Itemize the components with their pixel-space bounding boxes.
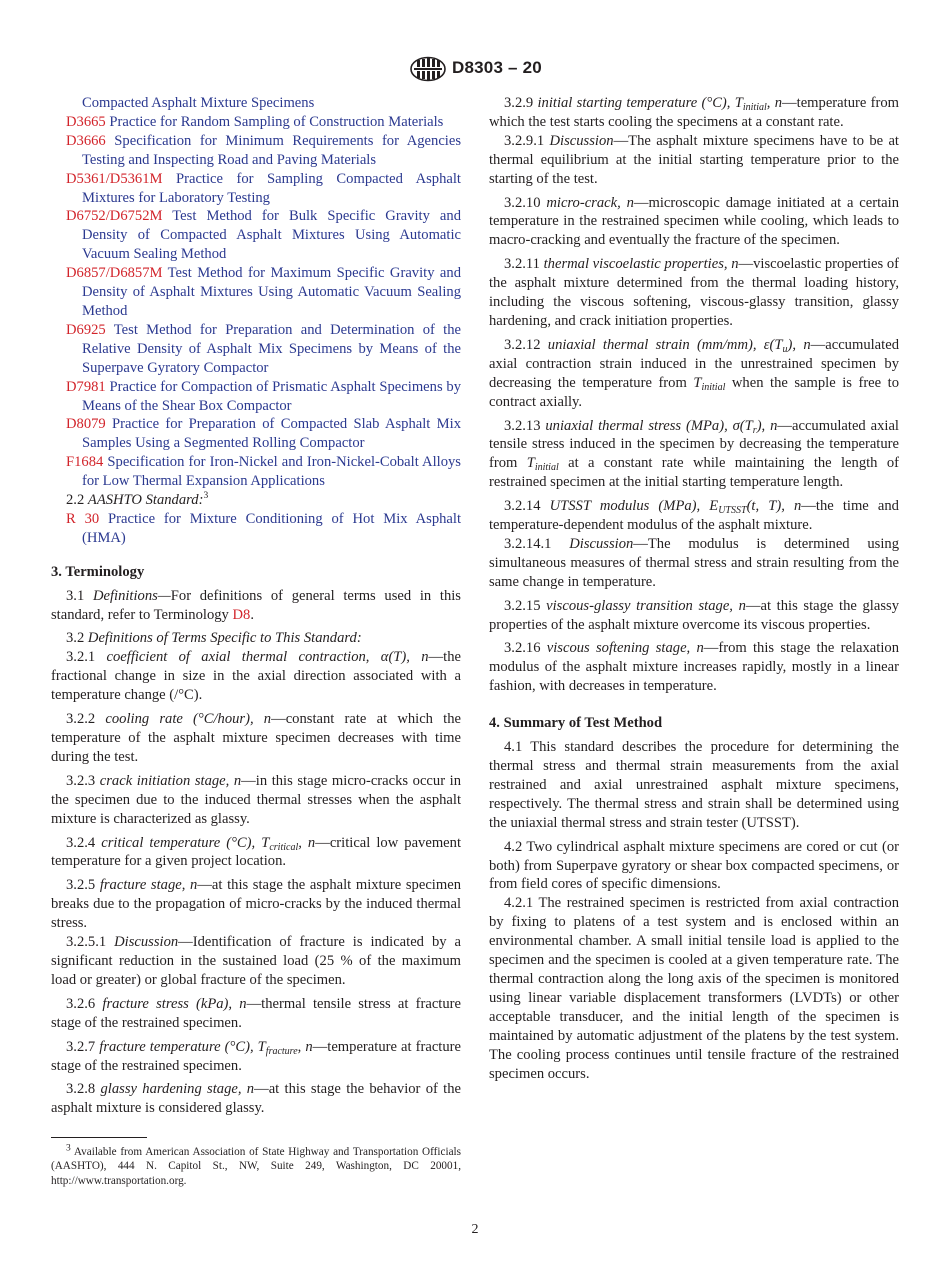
reference-continuation: Compacted Asphalt Mixture Specimens — [82, 95, 315, 111]
paragraph-3-2-9-1: 3.2.9.1 Discussion—The asphalt mixture specimens have to be at thermal equilibrium at the initial starting temperature prior to the starting of the test. — [489, 132, 899, 187]
reference-code[interactable]: D6925 — [66, 321, 106, 338]
reference-title[interactable]: Specification for Iron-Nickel and Iron-Nickel-Cobalt Alloys for Low Thermal Expansion Applications — [82, 454, 461, 490]
section-heading-summary: 4. Summary of Test Method — [489, 715, 663, 732]
aashto-heading: 2.2 AASHTO Standard:$^3$ — [66, 491, 209, 509]
paragraph-3-2-15: 3.2.15 viscous-glassy transition stage, n—at this stage the glassy properties of the asphalt mixture overcome its viscous properties. — [489, 597, 899, 633]
reference-title[interactable]: Practice for Compaction of Prismatic Asphalt Specimens by Means of the Shear Box Compactor — [82, 378, 461, 414]
paragraph-3-2-6: 3.2.6 fracture stress (kPa), n—thermal tensile stress at fracture stage of the restrained specimen. — [51, 995, 461, 1031]
reference-d3665 — [51, 113, 461, 132]
reference-d3666 — [51, 132, 461, 170]
reference-title[interactable]: Test Method for Preparation and Determination of the Relative Density of Asphalt Mix Specimens by Means of the Superpave Gyratory Compactor — [82, 321, 461, 376]
standard-designation: D8303 – 20 — [452, 58, 542, 77]
paragraph-3-2-12: 3.2.12 uniaxial thermal strain (mm/mm), $\varepsilon(T_u)$, n—accumulated axial contraction strain induced in the unrestrained specimen by decreasing the temperature from $T_{initial}$ when the sample is free to contract axially. — [489, 336, 899, 410]
reference-code[interactable]: D8079 — [66, 416, 106, 433]
footnote: $^3$ Available from American Association of State Highway and Transportation Officials (AASHTO), 444 N. Capitol St., NW, Suite 249, Washington, DC 20001, http://www.transportation.org. — [51, 1143, 461, 1187]
reference-r30 — [51, 510, 461, 548]
paragraph-4-2: 4.2 Two cylindrical asphalt mixture specimens are cored or cut (or both) from Superpave gyratory or shear box compacted specimens, or from field cores of specific dimensions. — [489, 838, 899, 893]
footnote-marker[interactable]: 3 — [203, 491, 209, 502]
reference-f1684 — [51, 453, 461, 491]
reference-title[interactable]: Practice for Random Sampling of Construction Materials — [109, 113, 444, 130]
reference-title[interactable]: Test Method for Bulk Specific Gravity and Density of Compacted Asphalt Mixtures Using Automatic Vacuum Sealing Method — [82, 208, 461, 263]
reference-d5361 — [51, 170, 461, 208]
astm-logo-icon — [409, 56, 447, 87]
paragraph-3-2-7: 3.2.7 fracture temperature (°C), $T_{fracture}$, n—temperature at fracture stage of the restrained specimen. — [51, 1038, 461, 1074]
paragraph-3-2-13: 3.2.13 uniaxial thermal stress (MPa), $\sigma(T_r)$, n—accumulated axial tensile stress induced in the specimen by decreasing the temperature from $T_{initial}$ at a constant rate while maintaining the length of restrained specimen at the initial starting temperature length. — [489, 417, 899, 491]
section-heading-terminology: 3. Terminology — [51, 563, 145, 580]
reference-code[interactable]: F1684 — [66, 454, 104, 471]
paragraph-3-2: 3.2 Definitions of Terms Specific to This Standard: — [66, 630, 362, 647]
paragraph-3-2-14: 3.2.14 UTSST modulus (MPa), $E_{UTSST}(t$, T), n—the time and temperature-dependent modulus of the asphalt mixture. — [489, 498, 899, 534]
paragraph-4-2-1: 4.2.1 The restrained specimen is restricted from axial contraction by fixing to platens of a test system and is enclosed within an environmental chamber. A small initial tensile load is applied to the specimen and the specimen is cooled at a given temperature rate. The thermal contraction along the long axis of the specimen is monitored using linear variable displacement transformers (LVDTs) or other acceptable transducer, and the initial length of the specimen is maintained by automatic adjustment of the platens by the test system. The cooling process continues until tensile fracture of the restrained specimen occurs. — [489, 895, 899, 1082]
reference-link-d8[interactable]: D8 — [232, 606, 251, 623]
reference-title[interactable]: Practice for Preparation of Compacted Slab Asphalt Mix Samples Using a Segmented Rolling Compactor — [82, 416, 461, 452]
paragraph-3-2-10: 3.2.10 micro-crack, n—microscopic damage initiated at a certain temperature in the restrained specimen while cooling, which leads to macro-cracking and eventually the fracture of the specimen. — [489, 194, 899, 249]
reference-title[interactable]: Specification for Minimum Requirements for Agencies Testing and Inspecting Road and Paving Materials — [82, 132, 462, 168]
reference-code[interactable]: R 30 — [66, 510, 100, 527]
reference-d6857 — [51, 264, 461, 321]
paragraph-3-2-8: 3.2.8 glassy hardening stage, n—at this stage the behavior of the asphalt mixture is considered glassy. — [51, 1081, 461, 1117]
reference-d6752 — [51, 207, 461, 264]
reference-code[interactable]: D3665 — [66, 113, 106, 130]
reference-title[interactable]: Practice for Mixture Conditioning of Hot Mix Asphalt (HMA) — [82, 510, 461, 546]
reference-title[interactable]: Test Method for Maximum Specific Gravity and Density of Asphalt Mixtures Using Automatic Vacuum Sealing Method — [82, 265, 461, 319]
reference-code[interactable]: D7981 — [66, 378, 106, 395]
reference-d7981 — [51, 378, 461, 416]
left-column — [51, 94, 461, 1188]
paragraph-3-2-5: 3.2.5 fracture stage, n—at this stage the asphalt mixture specimen breaks due to the propagation of micro-cracks by the induced thermal stress. — [51, 877, 461, 932]
footnote-divider — [51, 1137, 147, 1138]
reference-d6925 — [51, 321, 461, 378]
paragraph-3-2-16: 3.2.16 viscous softening stage, n—from this stage the relaxation modulus of the asphalt mixture increases rapidly, mostly in a linear fashion, with decreases in temperature. — [489, 640, 899, 695]
paragraph-3-2-11: 3.2.11 thermal viscoelastic properties, n—viscoelastic properties of the asphalt mixture determined from the thermal loading history, including the viscous softening, viscous-glassy transition, glassy hardening, and crack initiation properties. — [489, 256, 900, 329]
right-column — [489, 94, 899, 1083]
page-header — [0, 56, 950, 86]
reference-code[interactable]: D6857/D6857M — [66, 265, 163, 282]
paragraph-3-2-2: 3.2.2 cooling rate (°C/hour), n—constant rate at which the temperature of the asphalt mixture specimen decreases with time during the test. — [51, 711, 461, 765]
paragraph-3-2-14-1: 3.2.14.1 Discussion—The modulus is determined using simultaneous measures of thermal stress and strain resulting from the same change in temperature. — [489, 535, 899, 590]
reference-title[interactable]: Practice for Sampling Compacted Asphalt Mixtures for Laboratory Testing — [82, 170, 461, 206]
page-number: 2 — [471, 1222, 479, 1237]
paragraph-3-2-1: 3.2.1 coefficient of axial thermal contraction, α(T), n—the fractional change in size in the axial direction associated with a temperature change (/°C). — [51, 649, 461, 704]
paragraph-4-1: 4.1 This standard describes the procedure for determining the thermal stress and thermal strain measurements from the axial restrained and axial unrestrained asphalt mixture specimens, respectively. The thermal stress and strain shall be determined using the uniaxial thermal stress and strain tester (UTSST). — [489, 739, 899, 831]
reference-d8079 — [51, 415, 461, 453]
paragraph-3-2-9: 3.2.9 initial starting temperature (°C), $T_{initial}$, n—temperature from which the test starts cooling the specimens at a constant rate. — [489, 95, 900, 130]
reference-code[interactable]: D3666 — [66, 132, 106, 149]
paragraph-3-2-3: 3.2.3 crack initiation stage, n—in this stage micro-cracks occur in the specimen due to the induced thermal stresses when the asphalt mixture is characterized as glassy. — [51, 772, 461, 827]
paragraph-3-2-5-1: 3.2.5.1 Discussion—Identification of fracture is indicated by a significant reduction in the sustained load (25 % of the maximum load or greater) or global fracture of the specimen. — [51, 934, 461, 988]
paragraph-3-1: 3.1 Definitions—For definitions of general terms used in this standard, refer to Terminology D8. — [51, 587, 461, 623]
reference-code[interactable]: D5361/D5361M — [66, 170, 163, 187]
paragraph-3-2-4: 3.2.4 critical temperature (°C), $T_{critical}$, n—critical low pavement temperature for a given project location. — [51, 834, 462, 870]
reference-code[interactable]: D6752/D6752M — [66, 208, 163, 225]
